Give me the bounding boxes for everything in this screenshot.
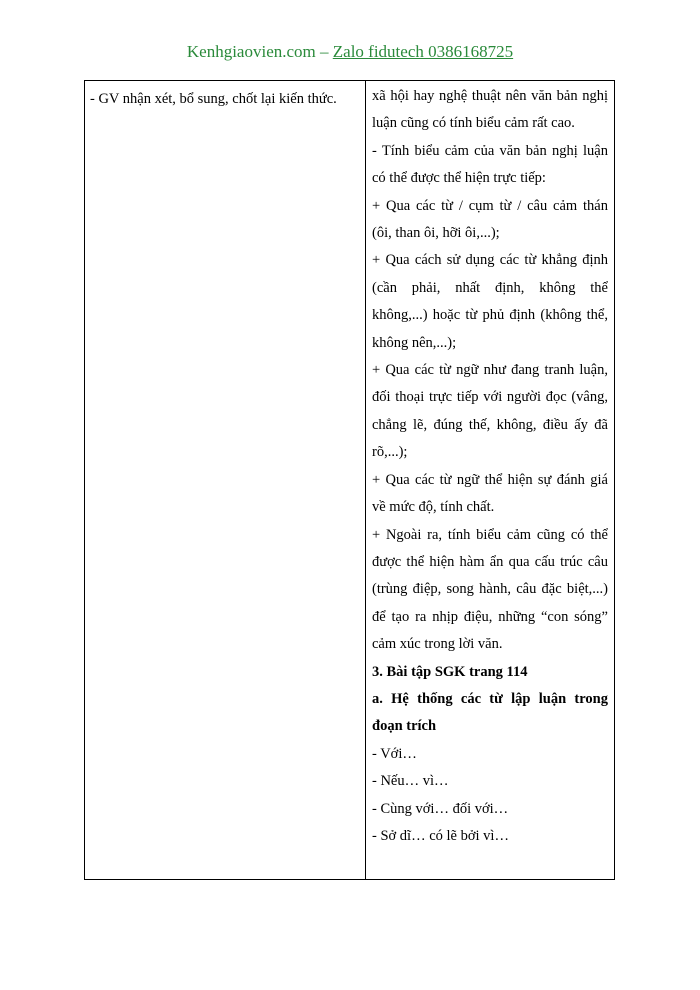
content-paragraph: - Tính biểu cảm của văn bản nghị luận có thể được thể hiện trực tiếp:: [372, 142, 608, 187]
list-item: - Sở dĩ… có lẽ bởi vì…: [372, 827, 509, 844]
content-column: [366, 81, 614, 879]
content-paragraph: xã hội hay nghệ thuật nên văn bản nghị luận cũng có tính biểu cảm rất cao.: [372, 88, 608, 132]
teacher-activity-text: - GV nhận xét, bổ sung, chốt lại kiến thức.: [90, 91, 337, 107]
content-paragraph: + Qua các từ ngữ thể hiện sự đánh giá về mức độ, tính chất.: [372, 471, 608, 516]
lesson-table: [84, 80, 615, 880]
content-paragraph: + Ngoài ra, tính biểu cảm cũng có thể được thể hiện hàm ẩn qua cấu trúc câu (trùng điệp, song hành, câu đặc biệt,...) để tạo ra nhịp điệu, những “con sóng” cảm xúc trong lời văn.: [372, 526, 608, 653]
list-item: - Cùng với… đối với…: [372, 800, 509, 817]
header-separator: –: [315, 42, 333, 61]
list-item: - Nếu… vì…: [372, 773, 449, 790]
contact-link[interactable]: Zalo fidutech 0386168725: [332, 42, 514, 61]
page-header: [0, 42, 700, 62]
list-item: - Với…: [372, 745, 417, 762]
subsection-heading: a. Hệ thống các từ lập luận trong đoạn trích: [372, 690, 608, 735]
content-paragraph: + Qua các từ ngữ như đang tranh luận, đối thoại trực tiếp với người đọc (vâng, chẳng lẽ, đúng thế, không, điều ấy đã rõ,...);: [372, 362, 608, 461]
content-paragraph: + Qua các từ / cụm từ / câu cảm thán (ôi, than ôi, hỡi ôi,...);: [372, 197, 608, 242]
site-link[interactable]: Kenhgiaovien.com: [186, 42, 316, 61]
section-heading: 3. Bài tập SGK trang 114: [372, 663, 528, 680]
teacher-activity-column: [85, 81, 366, 879]
content-paragraph: + Qua cách sử dụng các từ khẳng định (cần phải, nhất định, không thể không,...) hoặc từ phủ định (không thể, không nên,...);: [372, 252, 608, 351]
